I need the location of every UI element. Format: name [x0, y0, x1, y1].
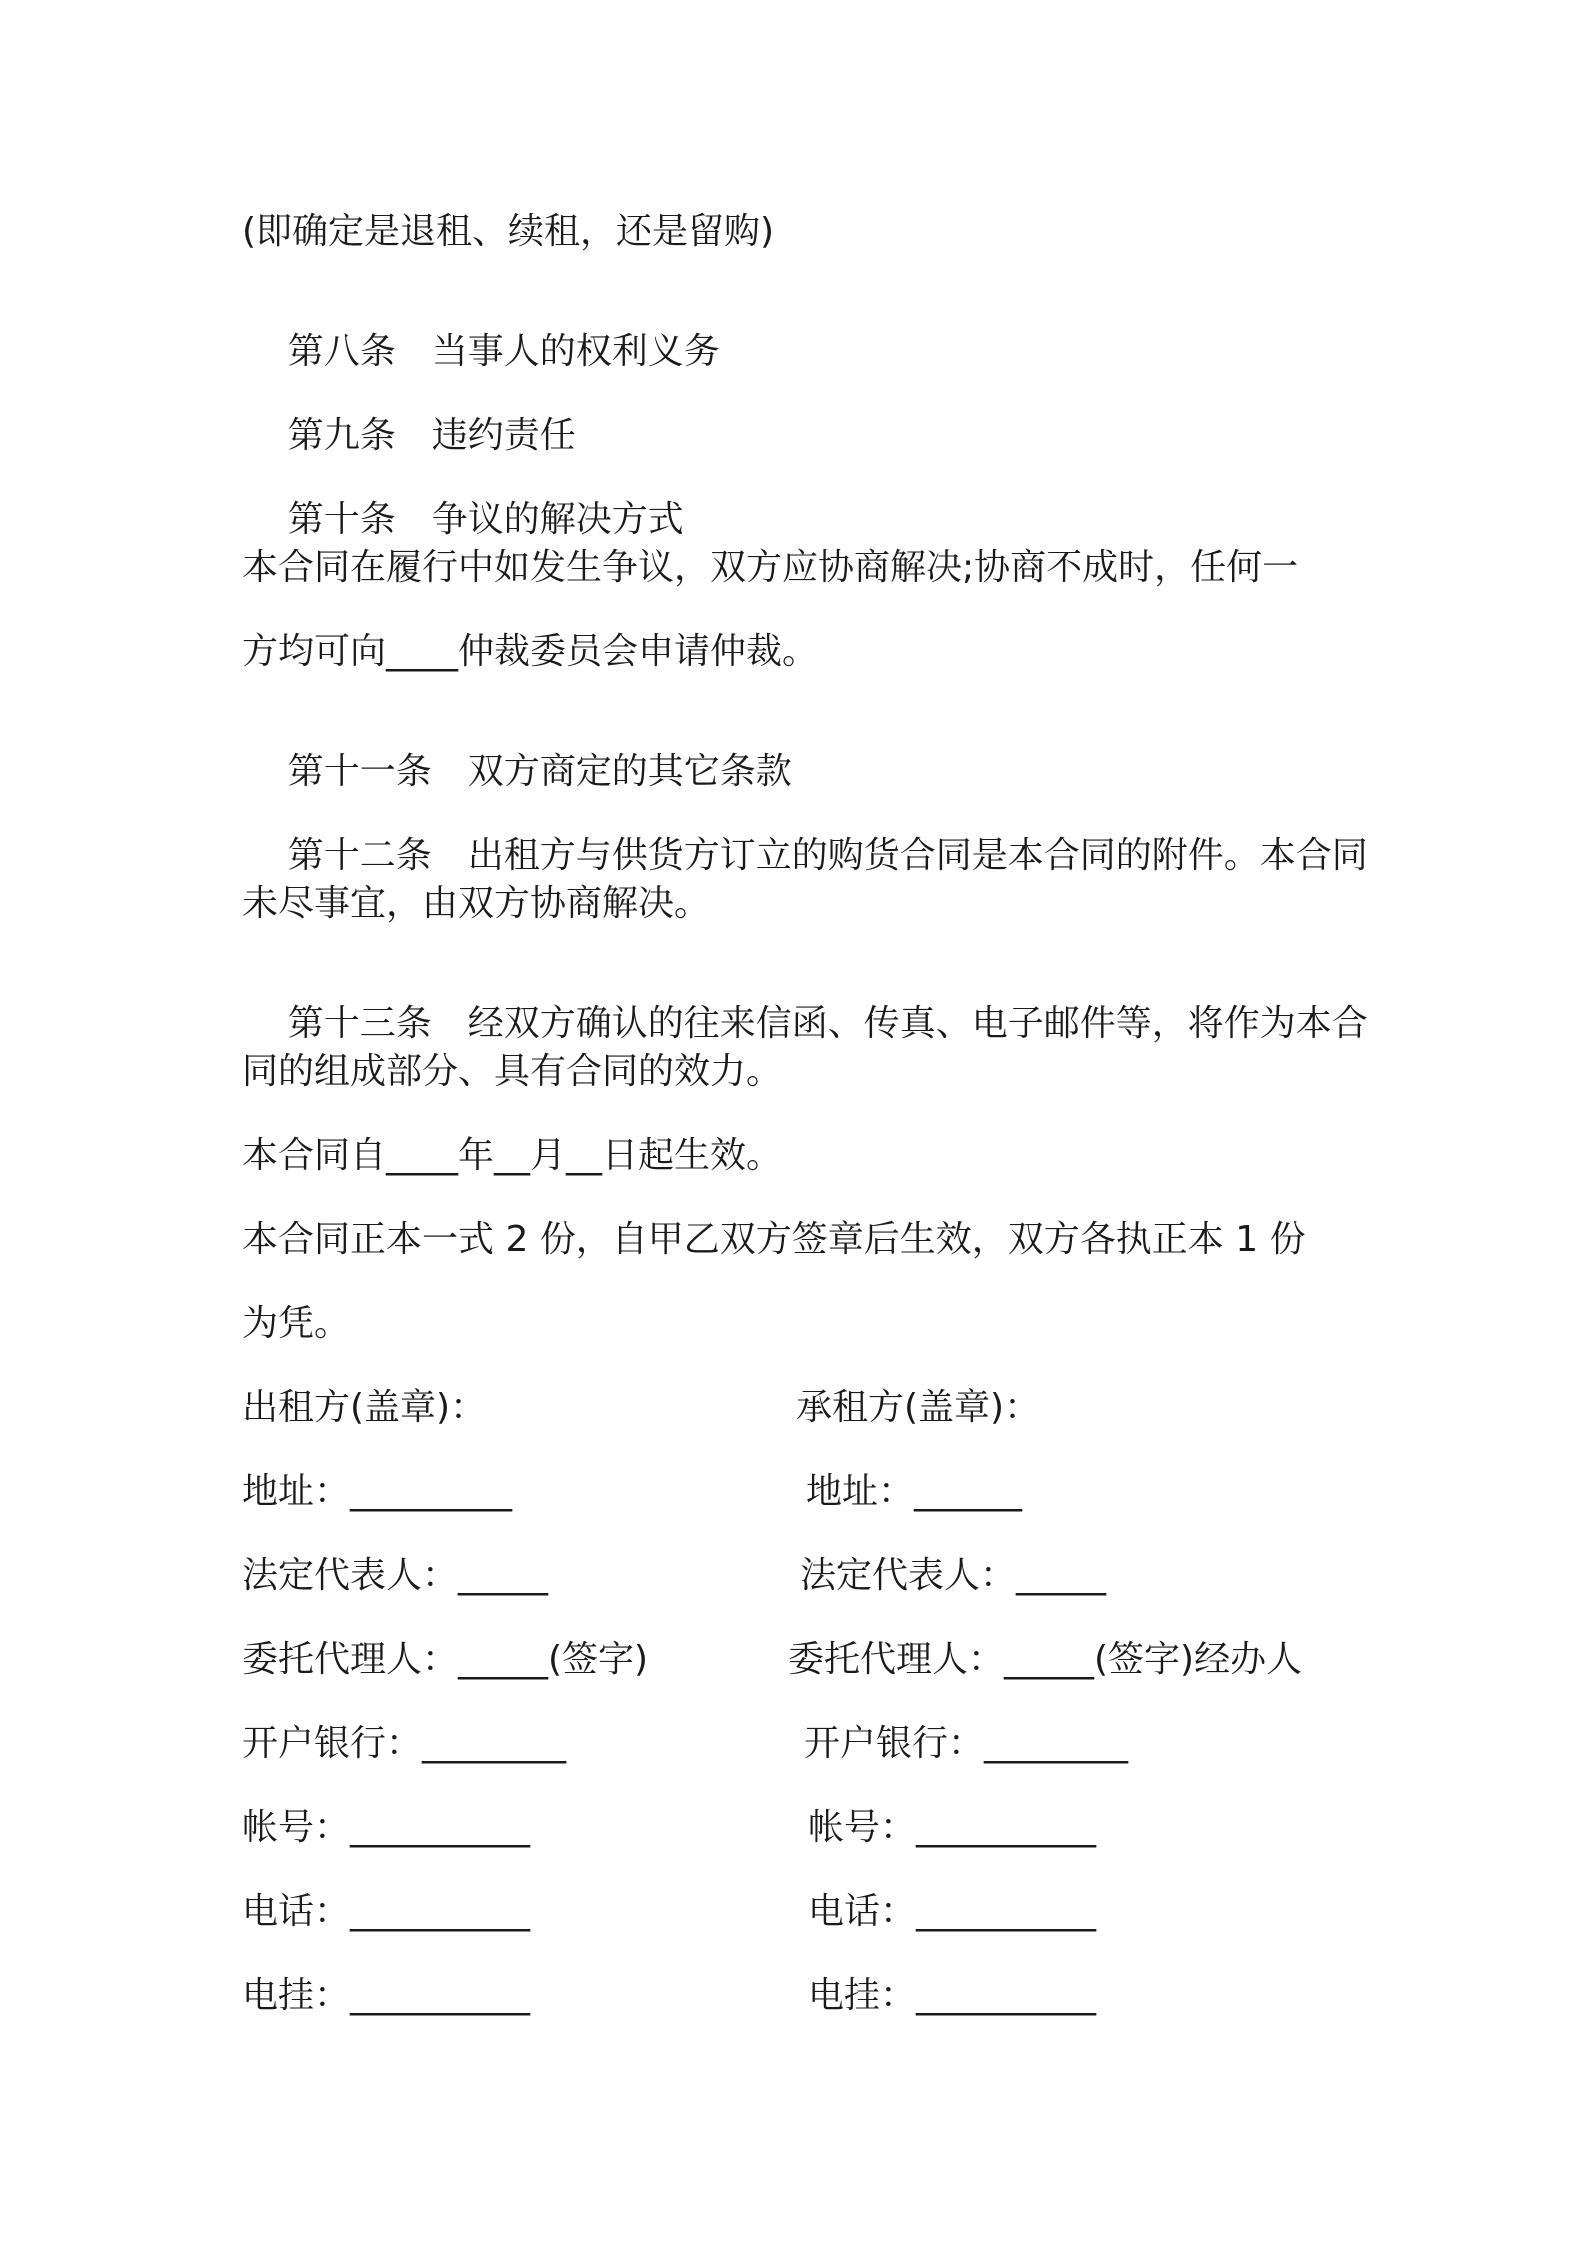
article-number: 第八条: [287, 331, 396, 372]
article-title: 双方商定的其它条款: [467, 751, 792, 792]
article-number: 第十条: [287, 499, 396, 540]
signature-row-legal-rep: [0, 1555, 1586, 1598]
lessor-address: 地址：_________: [242, 1471, 513, 1512]
signature-row-agent: [0, 1639, 1586, 1682]
lessee-legal-representative: 法定代表人：_____: [800, 1555, 1107, 1596]
article-number: 第十二条: [287, 835, 432, 876]
lessor-legal-representative: 法定代表人：_____: [242, 1555, 549, 1596]
text-line: 本合同在履行中如发生争议，双方应协商解决;协商不成时，任何一: [242, 547, 1299, 588]
signature-row-telegraph: [0, 1975, 1586, 2018]
article-number: 第九条: [287, 415, 396, 456]
signature-row-bank: [0, 1723, 1586, 1766]
lessee-agent: 委托代理人：_____(签字)经办人: [788, 1639, 1303, 1680]
lessee-telegraph: 电挂：__________: [808, 1975, 1097, 2016]
lessor-telegraph: 电挂：__________: [242, 1975, 531, 2016]
text-line: 方均可向____仲裁委员会申请仲裁。: [242, 631, 819, 672]
lessee-account: 帐号：__________: [808, 1807, 1097, 1848]
article-title: 违约责任: [431, 415, 576, 456]
signature-header-row: [0, 1387, 1586, 1430]
text-line: 本合同正本一式 2 份，自甲乙双方签章后生效，双方各执正本 1 份: [242, 1219, 1306, 1260]
lessee-seal-label: 承租方(盖章)：: [796, 1387, 1041, 1428]
lessee-phone: 电话：__________: [808, 1891, 1097, 1932]
lessor-phone: 电话：__________: [242, 1891, 531, 1932]
signature-row-address: [0, 1471, 1586, 1514]
article-title: 争议的解决方式: [431, 499, 684, 540]
signature-row-account: [0, 1807, 1586, 1850]
article-text: 出租方与供货方订立的购货合同是本合同的附件。本合同: [467, 835, 1368, 876]
text-line-leasing-option: (即确定是退租、续租，还是留购): [242, 211, 775, 252]
lessor-bank: 开户银行：________: [242, 1723, 567, 1764]
text-line: 为凭。: [242, 1303, 351, 1344]
article-title: 当事人的权利义务: [431, 331, 720, 372]
article-number: 第十三条: [287, 1003, 432, 1044]
article-number: 第十一条: [287, 751, 432, 792]
lessor-account: 帐号：__________: [242, 1807, 531, 1848]
text-line: 未尽事宜，由双方协商解决。: [242, 883, 711, 924]
lessor-seal-label: 出租方(盖章)：: [242, 1387, 487, 1428]
effective-date-line: 本合同自____年__月__日起生效。: [242, 1135, 783, 1176]
text-line: 同的组成部分、具有合同的效力。: [242, 1051, 783, 1092]
lessee-bank: 开户银行：________: [804, 1723, 1129, 1764]
article-text: 经双方确认的往来信函、传真、电子邮件等，将作为本合: [467, 1003, 1368, 1044]
lessee-address: 地址：______: [806, 1471, 1023, 1512]
lessor-agent: 委托代理人：_____(签字): [242, 1639, 649, 1680]
signature-row-phone: [0, 1891, 1586, 1934]
